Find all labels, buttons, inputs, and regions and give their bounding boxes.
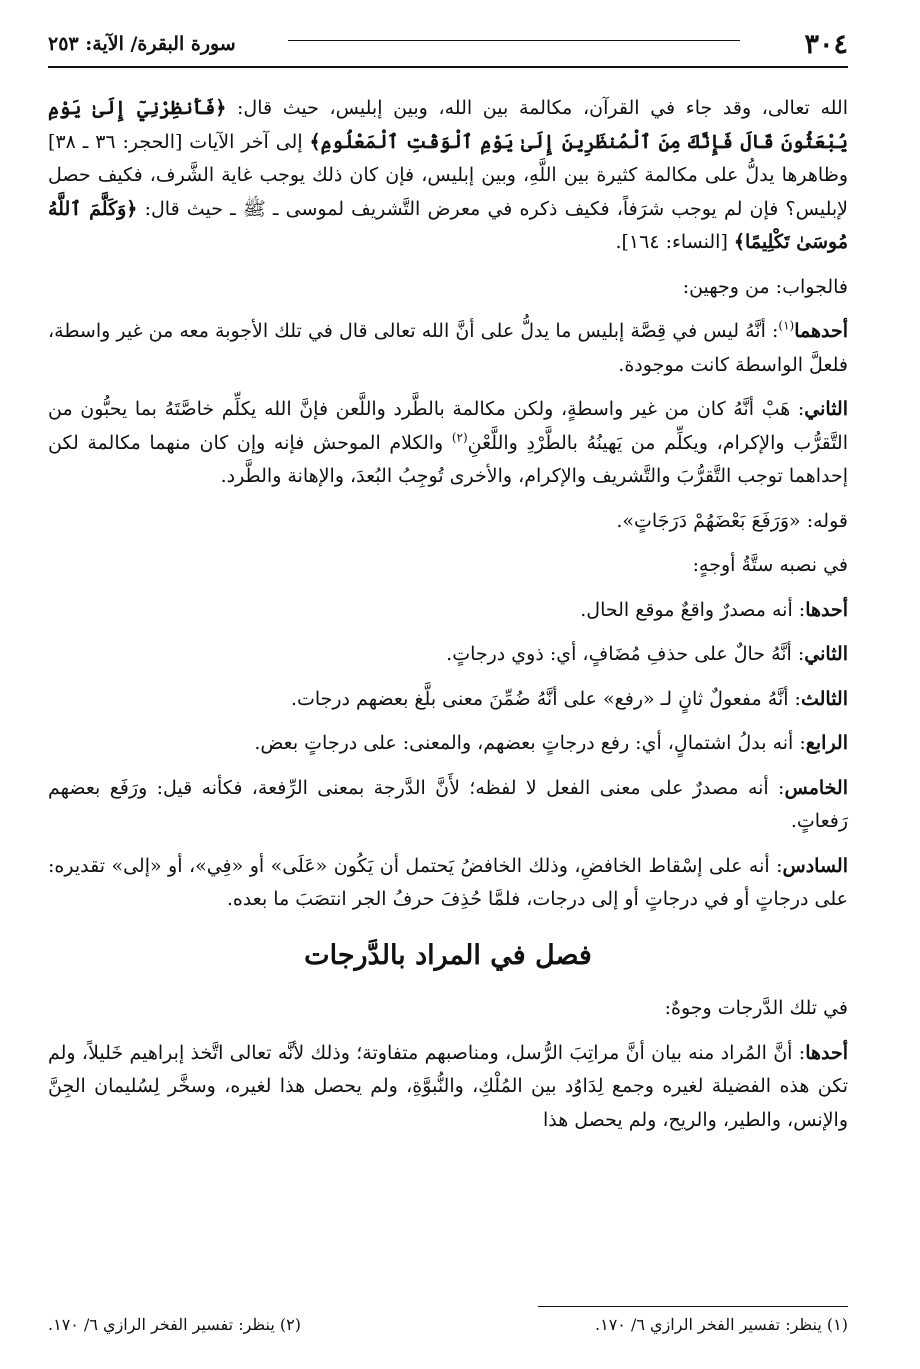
- paragraph-lead: الرابع: [805, 732, 848, 754]
- paragraph: [48, 850, 848, 917]
- paragraph-text: : أنه مصدرٌ على معنى الفعل لا لفظه؛ لأَنَّ الدَّرجة بمعنى الرِّفعة، فكأنه قيل: ورَفَع بعضهم رَفعاتٍ.: [48, 776, 848, 832]
- paragraph: [48, 1037, 848, 1138]
- paragraph: [48, 638, 848, 672]
- footnotes: [48, 1315, 848, 1334]
- paragraph: [48, 505, 848, 539]
- paragraph: [48, 92, 848, 260]
- paragraph: [48, 683, 848, 717]
- paragraph: [48, 727, 848, 761]
- paragraph-text: إلى آخر الآيات [الحجر: ٣٦ ـ ٣٨] وظاهرها يدلُّ على مكالمة كثيرة بين اللَّهِ، وبين إبليس، فإن كان ذلك يوجب غاية الشَّرف، فكيف حصل لإبليس؟ فإن لم يوجب شرَفاً، فكيف ذكره في معرض التَّشريف لموسى ـ ﷺ ـ حيث قال:: [48, 130, 848, 220]
- paragraph-text: والكلام الموحش فإنه وإن كان منهما مكالمة لكن إحداهما توجب التَّقرُّبَ والتَّشريف والإكرام، والأخرى تُوجِبُ البُعدَ، والإهانة والطَّرد.: [48, 431, 848, 487]
- page-header: [48, 22, 848, 66]
- paragraph-text: : أنَّهُ ليس في قِصَّة إبليس ما يدلُّ على أنَّ الله تعالى قال في تلك الأجوبة معه من غير واسطة، فلعلَّ الواسطة كانت موجودة.: [48, 320, 848, 376]
- quran-verse: ﴿فَأَنظِرْنِيٓ إِلَىٰ يَوْمِ يُبْعَثُونَ قَالَ فَإِنَّكَ مِنَ ٱلْمُنظَرِينَ إِلَىٰ يَوْمِ ٱلْوَقْتِ ٱلْمَعْلُومِ﴾: [48, 97, 848, 153]
- book-page: [48, 22, 848, 1352]
- paragraph-lead: الثاني: [804, 398, 848, 420]
- paragraph-text: : أنَّهُ مفعولٌ ثانٍ لـ «رفع» على أنَّهُ ضُمِّنَ معنى بلَّغ بعضهم درجات.: [290, 687, 801, 710]
- paragraph-lead: أحدها: [805, 1041, 848, 1064]
- paragraph: [48, 393, 848, 494]
- paragraph-text: [النساء: ١٦٤].: [615, 231, 734, 253]
- paragraph-text: : أنه على إسْقاط الخافضِ، وذلك الخافضُ يَحتمل أن يَكُون «عَلَى» أو «فِي»، أو «إلى» تقديره: على درجاتٍ أو في درجاتٍ أو إلى درجات، فلمَّا حُذِفَ حرفُ الجر انتصَبَ ما بعده.: [48, 854, 848, 910]
- paragraph-lead: الخامس: [784, 776, 848, 799]
- paragraph: [48, 271, 848, 305]
- paragraph: [48, 594, 848, 628]
- header-rule: [48, 66, 848, 68]
- paragraphs-block: [48, 92, 848, 917]
- footnote-1: (١) ينظر: تفسير الفخر الرازي ٦/ ١٧٠.: [595, 1315, 848, 1334]
- paragraph: [48, 315, 848, 382]
- paragraph-text: فالجواب: من وجهين:: [682, 275, 848, 298]
- paragraph-text: : أنه بدلُ اشتمالٍ، أي: رفع درجاتٍ بعضهم، والمعنى: على درجاتٍ بعض.: [254, 732, 806, 754]
- footnote-marker: (١): [778, 318, 795, 333]
- paragraph-lead: الثاني: [804, 643, 848, 665]
- paragraph: [48, 549, 848, 583]
- paragraph-text: : أنَّ المُراد منه بيان أنَّ مراتِبَ الرُّسل، ومناصبهم متفاوتة؛ وذلك لأنَّه تعالى اتَّخذ إبراهيم خَليلاً، ولم تكن هذه الفضيلة لغيره وجمع لِدَاوُد بين المُلْكِ، والنُّبوَّةِ، ولم يحصل هذا لغيره، وسخَّر لِسُليمان الجِنَّ والإنس، والطير، والريح، ولم يحصل هذا: [48, 1041, 848, 1131]
- quran-verse: ﴿وَكَلَّمَ ٱللَّهُ مُوسَىٰ تَكْلِيمًا﴾: [48, 197, 848, 253]
- paragraph-text: قوله: «وَرَفَعَ بَعْضَهُمْ دَرَجَاتٍ».: [616, 509, 848, 532]
- paragraphs-block-after: [48, 992, 848, 1137]
- paragraph-text: : هَبْ أنَّهُ كان من غير واسطةٍ، ولكن مكالمة بالطَّرد واللَّعن فإنَّ الله يكلِّم خاصَّتَهُ بما يحبُّون من التَّقرُّب والإكرام، ويكلِّم من يَهينُهُ بالطَّرْدِ واللَّعْنِ: [48, 398, 848, 454]
- footnote-2: (٢) ينظر: تفسير الفخر الرازي ٦/ ١٧٠.: [48, 1315, 301, 1334]
- paragraph-lead: أحدها: [805, 598, 848, 621]
- paragraph-text: : أنَّهُ حالٌ على حذفِ مُضَافٍ، أي: ذوي درجاتٍ.: [446, 643, 805, 665]
- sura-reference: سورة البقرة/ الآية: ٢٥٣: [48, 33, 236, 55]
- page-number: ٣٠٤: [804, 28, 848, 60]
- paragraph-lead: أحدهما: [794, 320, 848, 342]
- paragraph-lead: السادس: [782, 854, 848, 877]
- paragraph: [48, 992, 848, 1026]
- paragraph-text: : أنه مصدرٌ واقعٌ موقع الحال.: [580, 598, 806, 621]
- paragraph-text: الله تعالى، وقد جاء في القرآن، مكالمة بين الله، وبين إبليس، حيث قال:: [226, 97, 849, 119]
- body-text: [48, 92, 848, 1148]
- paragraph-lead: الثالث: [800, 687, 848, 710]
- footnote-marker: (٢): [451, 430, 468, 445]
- footnote-rule: [538, 1306, 848, 1307]
- paragraph-text: في نصبه ستَّةُ أوجهٍ:: [692, 554, 848, 576]
- section-heading: فصل في المراد بالدَّرجات: [304, 939, 592, 971]
- paragraph-text: في تلك الدَّرجات وجوهٌ:: [664, 997, 848, 1019]
- header-line: [288, 40, 740, 41]
- paragraph: [48, 772, 848, 839]
